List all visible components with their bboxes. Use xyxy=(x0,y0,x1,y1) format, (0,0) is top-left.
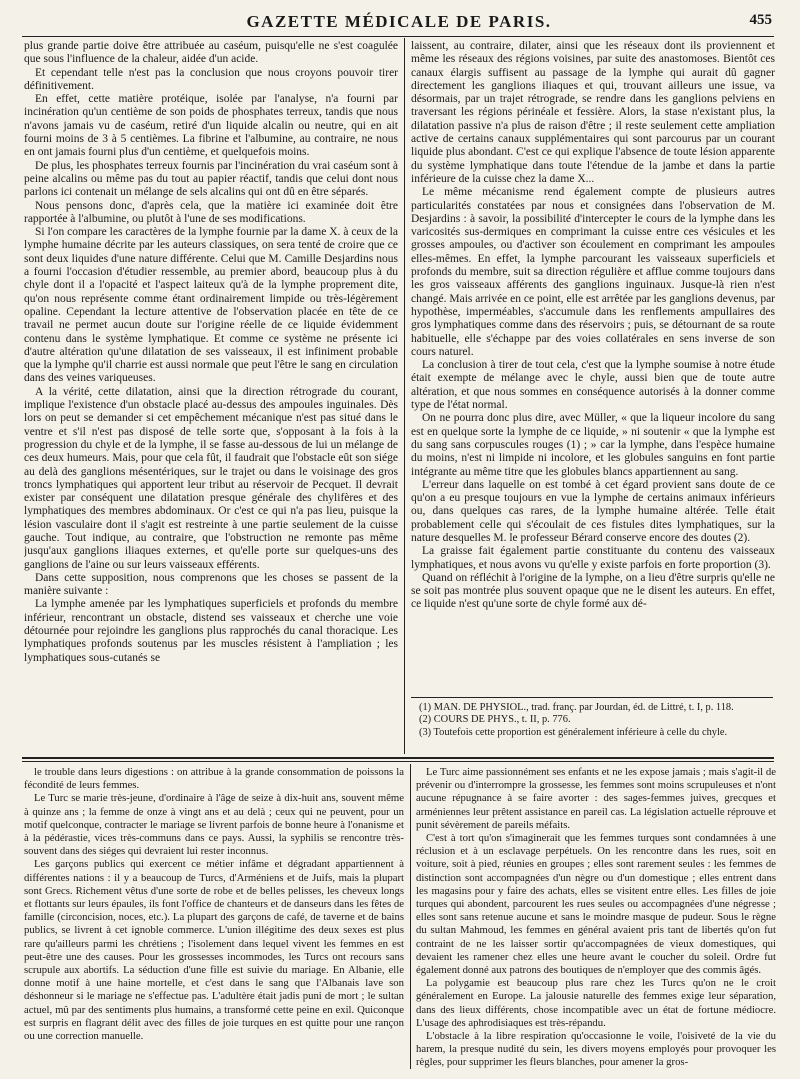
footnotes xyxy=(411,702,773,754)
footnote: (1) MAN. DE PHYSIOL., trad. franç. par Jourdan, éd. de Littré, t. I, p. 118. xyxy=(419,702,734,713)
paragraph: Dans cette supposition, nous comprenons que les choses se passent de la manière suivante : xyxy=(24,571,398,598)
section-separator xyxy=(22,757,774,759)
column-divider-upper xyxy=(404,38,405,754)
paragraph: plus grande partie doive être attribuée au caséum, puisqu'elle ne s'est coagulée que sous l'influence de la chaleur, aidée d'un acide. xyxy=(24,40,398,66)
paragraph: Le Turc aime passionnément ses enfants et ne les expose jamais ; mais s'agit-il de prévenir ou d'interrompre la grossesse, les femmes sont moins scrupuleuses et n'ont aucune répugnance à se faire avorter : des sages-femmes juives, grecques et arméniennes leur prêtent assistance en pareil cas. La législation actuelle réprouve et punit sévèrement de pareils méfaits. xyxy=(416,766,776,831)
lower-right-column xyxy=(416,766,776,1071)
lower-left-column xyxy=(24,766,404,1071)
paragraph: On ne pourra donc plus dire, avec Müller, « que la liqueur incolore du sang est en quelque sorte la lymphe de ce liquide, » ni soutenir « que la lymphe est du sang sans corpuscules rouges (1) ; » car la lymphe, dans l'espèce humaine du moins, n'est ni limpide ni incolore, et les globules sanguins en font partie intégrante au même titre que les globules blancs appartiennent au sang. xyxy=(411,412,775,478)
paragraph: A la vérité, cette dilatation, ainsi que la direction rétrograde du courant, implique l'existence d'un obstacle placé au-dessus des ampoules inguinales. Dès lors on peut se demander si cet empêchement mécanique n'est pas situé dans le ventre et s'il n'est pas disposé de telle sorte que, s'opposant à la fois à la progression du chyle et de la lymphe, il se fasse au-dessous de lui un mélange de ces deux humeurs. Mais, pour que cela fût, il faudrait que l'obstacle eût son siége au delà des ganglions mésentériques, sur le trajet ou dans le voisinage des gros troncs lymphatiques qui apportent leur tribut au réservoir de Pecquet. Il devrait exister par conséquent une dilatation presque générale des chylifères et des lymphatiques des membres abdominaux. Or c'est ce qui n'a pas lieu, puisque la lésion vasculaire dont il s'agit est restreinte à une partie seulement de la cuisse gauche. Tout indique, au contraire, que l'obstruction ne remonte pas même jusqu'aux ganglions iliaques externes, et qu'elle porte sur quelques-uns des ganglions de l'aine ou sur leurs vaisseaux efférents. xyxy=(24,385,398,571)
paragraph: Si l'on compare les caractères de la lymphe fournie par la dame X. à ceux de la lymphe humaine décrite par les auteurs classiques, on sera tenté de croire que ce sont deux liquides d'une nature différente. Celui que M. Camille Desjardins nous a fourni l'occasion d'étudier ressemble, au premier abord, beaucoup plus à du chyle dont il a l'opacité et l'aspect laiteux qu'à de la lymphe proprement dite, qu'on nous représente comme étant ordinairement limpide ou très-légèrement opaline. Cependant la lecture attentive de l'observation placée en tête de ce travail ne permet aucun doute sur l'origine réelle de ce liquide évidemment contenu dans le système lymphatique. Et comme ce système ne présente ici d'autre altération qu'une dilatation de ses vaisseaux, il est infiniment probable que la lymphe qu'il charrie est aussi normale que peut l'être le sang en circulation dans des veines variqueuses. xyxy=(24,226,398,385)
paragraph: Et cependant telle n'est pas la conclusion que nous croyons pouvoir tirer définitivement. xyxy=(24,66,398,92)
paragraph: Le Turc se marie très-jeune, d'ordinaire à l'âge de seize à dix-huit ans, souvent même à quinze ans ; la femme de onze à vingt ans et au delà ; ceux qui ne peuvent, pour un motif quelconque, contracter le mariage se livrent parfois de bonne heure à l'onanisme et à la pédérastie, vices très-communs dans ce pays. Aussi, la syphilis se rencontre très-souvent dans des siéges qui devraient lui rester inconnus. xyxy=(24,792,404,858)
paragraph: C'est à tort qu'on s'imaginerait que les femmes turques sont condamnées à une réclusion et à un esclavage perpétuels. On les rencontre dans les rues, soit en voiture, soit à pied, réunies en groupes ; elles sont rarement seules : les femmes de distinction sont accompagnées d'un nègre ou d'un domestique ; elles entrent dans les magasins pour y faire des achats, elles se visitent entre elles. Les filles de joie turques qui abondent, parcourent les rues seules ou accompagnées d'une négresse ; elles sont sans retenue aucune et sans le moindre masque de pudeur. Sous le règne du sultan Mahmoud, les femmes en général avaient pris tant de libertés qu'on fut contraint de ne les laisser sortir qu'accompagnées de vieux domestiques, qui devaient les ramener chez elles une heure avant le coucher du soleil. Ordre fut également donné aux patrons des boutiques de n'employer que des commis âgés. xyxy=(416,832,776,977)
footnote-rule xyxy=(411,697,773,698)
paragraph: Quand on réfléchit à l'origine de la lymphe, on a lieu d'être surpris qu'elle ne se soit pas montrée plus souvent opaque que ne le disent les auteurs. En effet, ce liquide n'est qu'une sorte de chyle formé aux dé- xyxy=(411,571,775,611)
paragraph: En effet, cette matière protéique, isolée par l'analyse, n'a fourni par incinération qu'un centième de son poids de phosphates terreux, tandis que nous n'avons jamais vu de caséum, retiré d'un liquide alcalin ou neutre, qui en ait fourni moins de 3 à 5 centièmes. La fibrine et l'albumine, au contraire, ne nous en ont jamais fourni plus d'un centième, et quelquefois moins. xyxy=(24,93,398,159)
paragraph: le trouble dans leurs digestions : on attribue à la grande consommation de poissons la fécondité de leurs femmes. xyxy=(24,766,404,792)
upper-right-column xyxy=(411,40,775,695)
paragraph: L'obstacle à la libre respiration qu'occasionne le voile, l'oisiveté de la vie du harem, la presque nudité du sein, les divers moyens employés pour provoquer les règles, pour supprimer les fleurs blanches, pour amener la gros- xyxy=(416,1030,776,1069)
upper-left-column xyxy=(24,40,398,752)
header-rule xyxy=(22,36,774,37)
paragraph: laissent, au contraire, dilater, ainsi que les réseaux dont ils proviennent et même les réseaux des régions voisines, par suite des anastomoses. Bientôt ces canaux élargis suffisent au passage de la lymphe qui aurait dû gagner directement les ganglions iliaques et qui, trouvant ailleurs une issue, va désormais, par un trajet rétrograde, se rendre dans les ganglions pelviens en traversant les régions périnéale et fessière. Alors, la stase n'existant plus, la dilatation passive n'a plus de raison d'être ; il reste seulement cette ampliation active de certains canaux supplémentaires qui sont parcourus par un courant liquide plus abondant. C'est ce qui explique l'absence de toute lésion apparente du système lymphatique dans toute l'étendue de la jambe et dans la partie inférieure de la cuisse chez la dame X... xyxy=(411,40,775,185)
section-separator-thin xyxy=(22,761,774,762)
column-divider-lower xyxy=(410,764,411,1069)
paragraph: Le même mécanisme rend également compte de plusieurs autres particularités constatées par nous et consignées dans l'observation de M. Desjardins : à savoir, la possibilité d'intercepter le cours de la lymphe dans les varicosités sus-dermiques en comprimant la cuisse entre ces vésicules et les grosses ampoules, ou d'activer son écoulement en comprimant les ampoules elles-mêmes. En effet, la lymphe parcourant les vaisseaux superficiels et profonds du membre, suit sa direction régulière et afflue comme toujours dans les gros vaisseaux afférents des ganglions inguinaux. Jusque-là rien n'est changé. Mais arrivée en ce point, elle est arrêtée par les ganglions devenus, par hypothèse, imperméables, s'accumule dans les renflements ampullaires des gros lymphatiques comme dans des réservoirs ; puis, se détournant de sa route habituelle, elle s'échappe par des voies collatérales en sens inverse de son cours naturel. xyxy=(411,186,775,358)
paragraph: La lymphe amenée par les lymphatiques superficiels et profonds du membre inférieur, rencontrant un obstacle, distend ses vaisseaux et cherche une voie détournée pour rejoindre les ganglions plus rapprochés du canal thoracique. Les lymphatiques profonds soutenus par les muscles résistent à l'ampliation ; les lymphatiques sous-cutanés se xyxy=(24,598,398,664)
journal-title: GAZETTE MÉDICALE DE PARIS. xyxy=(246,12,552,31)
paragraph: Les garçons publics qui exercent ce métier infâme et dégradant appartiennent à différentes nations : il y a beaucoup de Turcs, d'Arméniens et de Juifs, mais la plupart sont Grecs. Richement vêtus d'une sorte de robe et de belles pelisses, les cheveux longs et flottants sur leurs épaules, ils font l'office de chanteurs et de danseurs dans les fêtes de famille (circoncision, noces, etc.). La plupart des garçons de café, de taverne et de bains publics, se livrent à cet ignoble commerce. L'union illégitime des deux sexes est plus rare qu'ailleurs parmi les chrétiens ; l'isolement dans lequel vivent les femmes en est peut-être une des causes. Pour les grossesses incommodes, les Turcs ont recours sans scrupule aux abortifs. La séduction d'une fille est suivie du mariage. En Albanie, elle donne motif à une haine mortelle, et c'est dans le sang que l'Albanais lave son déshonneur si le mariage ne s'effectue pas. L'adultère était jadis puni de mort ; le sultan actuel, mû par des sentiments plus humains, a transformé cette peine en exil. Quiconque est surpris en flagrant délit avec des filles de joie turques en est quitte pour une rançon ou une correction manuelle. xyxy=(24,858,404,1043)
footnote: (3) Toutefois cette proportion est généralement inférieure à celle du chyle. xyxy=(419,726,728,738)
footnote: (2) COURS DE PHYS., t. II, p. 776. xyxy=(419,714,571,726)
paragraph: L'erreur dans laquelle on est tombé à cet égard provient sans doute de ce qu'on a eu presque toujours en vue la lymphe de certains animaux inférieurs ou, dans quelques cas rares, de la lymphe humaine altérée. Telle était probablement celle qui s'écoulait de ces fistules dites lymphatiques, sur la nature desquelles M. le professeur Bérard conserve encore des doutes (2). xyxy=(411,478,775,544)
paragraph: La conclusion à tirer de tout cela, c'est que la lymphe soumise à notre étude était exempte de mélange avec le chyle, aussi bien que de toute autre altération, et que nous sommes en conséquence autorisés à la donner comme type de l'état normal. xyxy=(411,359,775,412)
page-number: 455 xyxy=(749,12,772,28)
paragraph: De plus, les phosphates terreux fournis par l'incinération du vrai caséum sont à peine alcalins ou même pas du tout au papier réactif, tandis que celui dont nous parlons ici contenait un mélange de sels alcalins qui ont dû en être séparés. xyxy=(24,159,398,199)
paragraph: La graisse fait également partie constituante du contenu des vaisseaux lymphatiques, et nous avons vu qu'elle y existe parfois en forte proportion (3). xyxy=(411,545,775,571)
page-header xyxy=(26,10,772,36)
paragraph: Nous pensons donc, d'après cela, que la matière ici examinée doit être rapportée à l'albumine, ou plutôt à l'une de ses modifications. xyxy=(24,199,398,225)
paragraph: La polygamie est beaucoup plus rare chez les Turcs qu'on ne le croit généralement en Europe. La jalousie naturelle des femmes exige leur séparation, dans des lieux différents, chose incompatible avec un état de fortune médiocre. L'usage des aphrodisiaques est très-répandu. xyxy=(416,977,776,1029)
